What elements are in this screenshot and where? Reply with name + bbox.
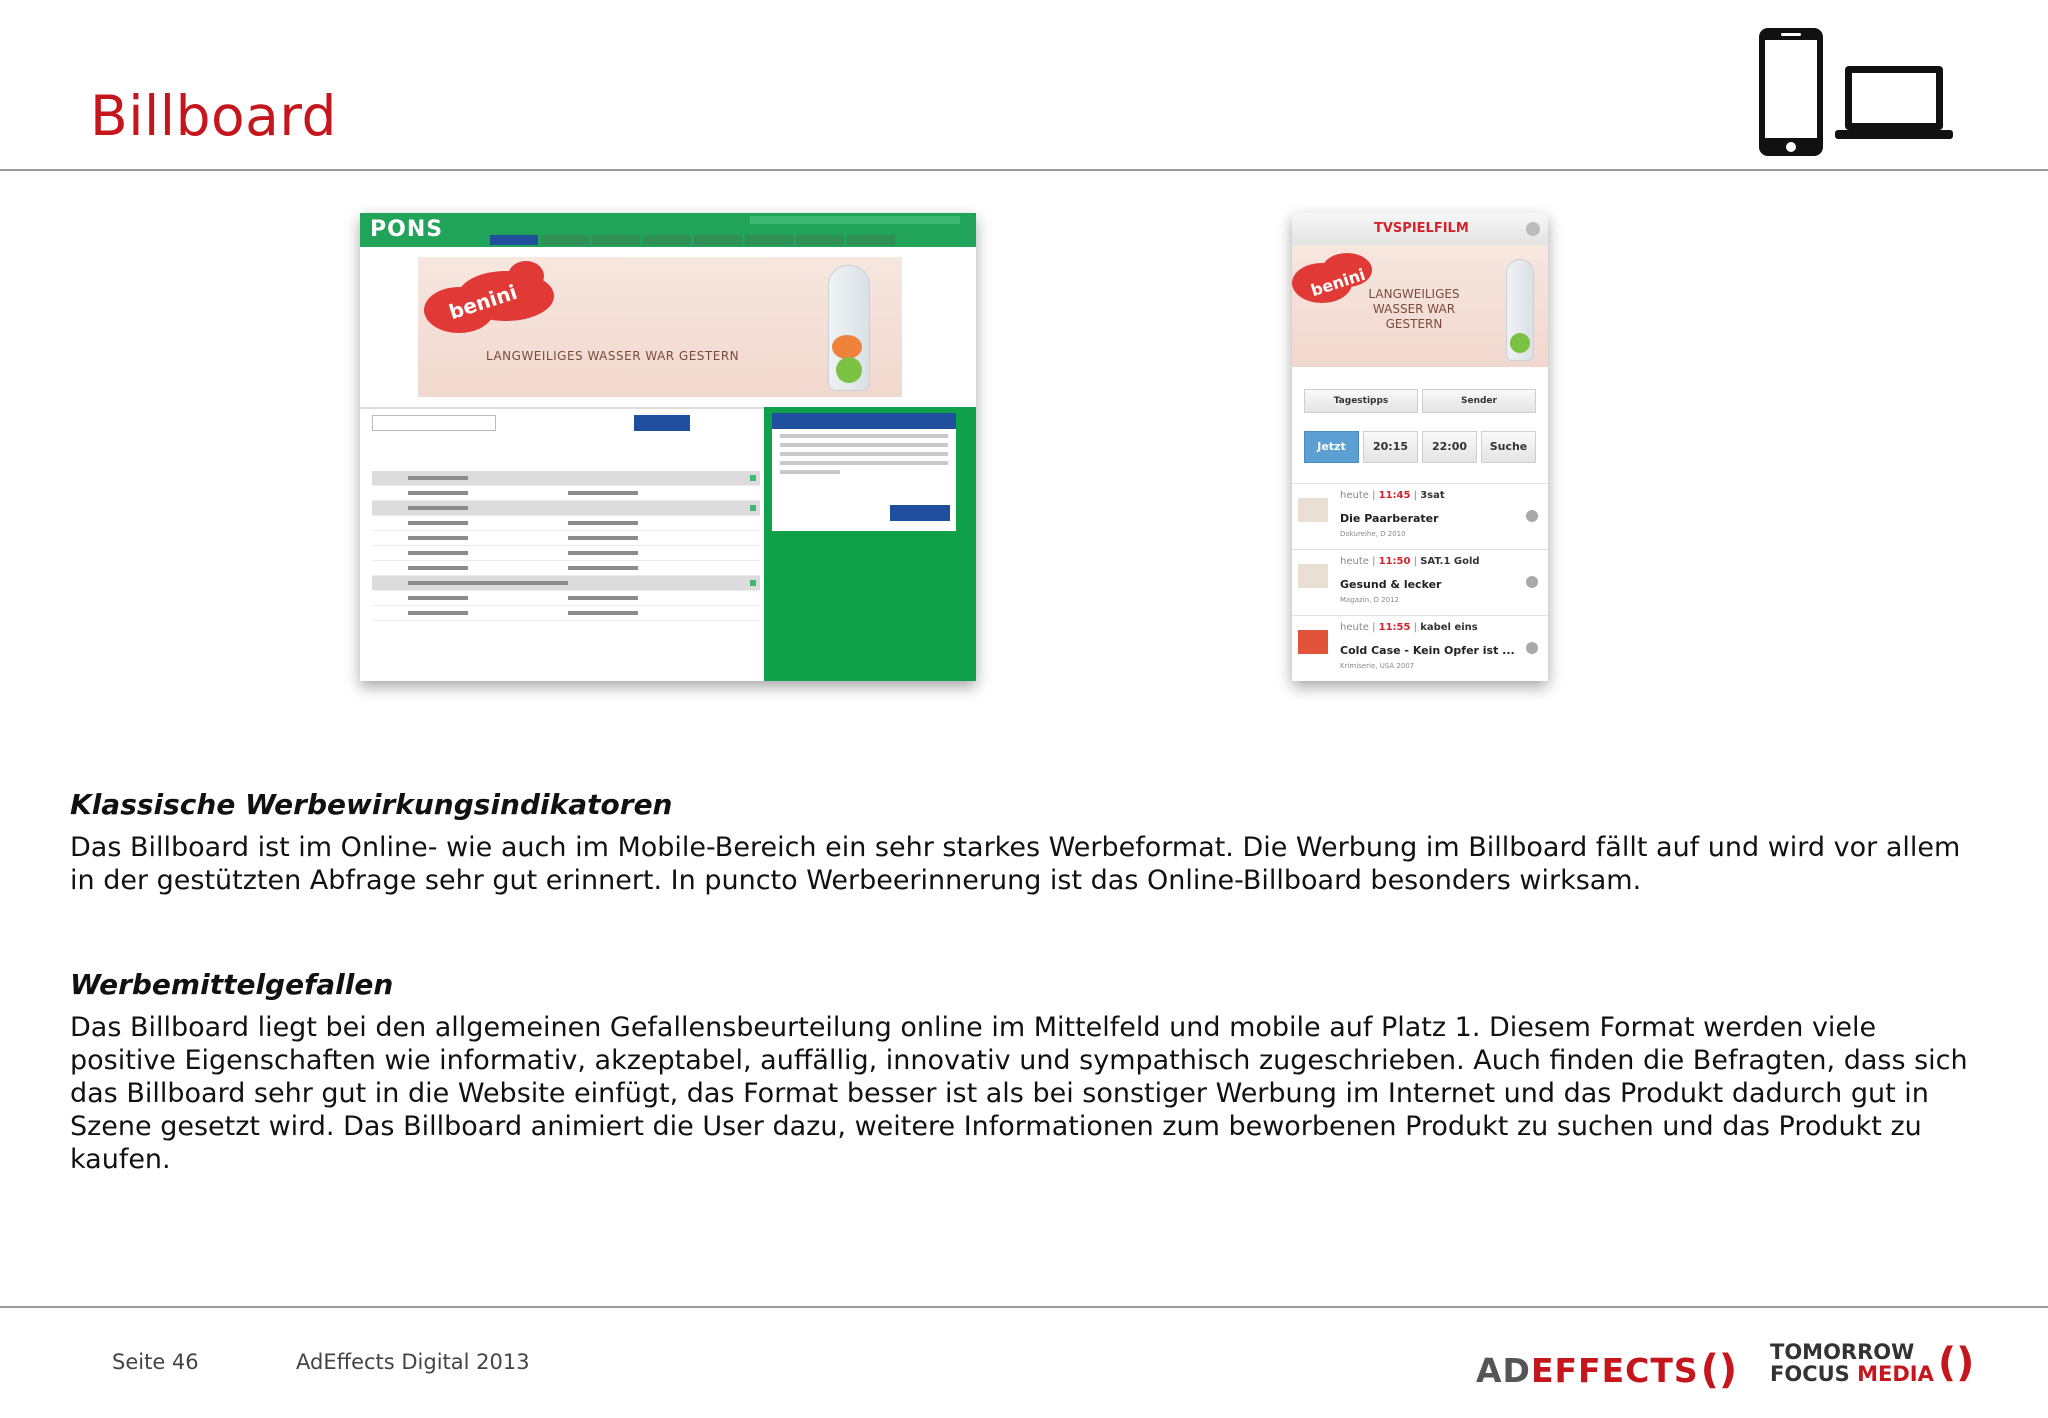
pons-results xyxy=(372,441,760,681)
page-title: Billboard xyxy=(90,84,337,148)
mobile-billboard-screenshot xyxy=(1292,213,1548,681)
tomorrow-focus-media-logo: TOMORROW FOCUS MEDIA () xyxy=(1770,1340,1975,1386)
pons-nav xyxy=(490,235,895,245)
chevron-right-icon xyxy=(1526,510,1538,522)
mobile-tabs-time xyxy=(1304,431,1536,463)
tab-sender: Sender xyxy=(1422,389,1536,413)
mobile-billboard-ad xyxy=(1292,245,1548,367)
footer-title: AdEffects Digital 2013 xyxy=(296,1350,530,1374)
desktop-ad-claim: LANGWEILIGES WASSER WAR GESTERN xyxy=(486,349,740,363)
tab-2015: 20:15 xyxy=(1363,431,1418,463)
mobile-ad-claim: LANGWEILIGES WASSER WAR GESTERN xyxy=(1368,287,1460,331)
section-heading: Klassische Werbewirkungsindikatoren xyxy=(70,788,673,821)
laptop-icon xyxy=(1835,66,1953,139)
lime-image xyxy=(836,357,862,383)
pons-searchbar xyxy=(372,415,760,431)
tvspielfilm-header xyxy=(1292,213,1548,246)
tab-jetzt: Jetzt xyxy=(1304,431,1359,463)
orange-image xyxy=(832,335,862,359)
tvspielfilm-logo: TVSPIELFILM xyxy=(1374,221,1469,236)
close-icon xyxy=(1526,222,1540,236)
desktop-banner-area xyxy=(360,247,976,409)
chevron-right-icon xyxy=(1526,642,1538,654)
chevron-right-icon xyxy=(1526,576,1538,588)
footer-divider xyxy=(0,1306,2048,1308)
pons-logo: PONS xyxy=(370,217,444,242)
pons-dictionary-area xyxy=(360,407,976,681)
mobile-ad-brand: benini xyxy=(1308,264,1368,301)
tab-tagestipps: Tagestipps xyxy=(1304,389,1418,413)
section-werbemittelgefallen xyxy=(70,968,1990,1176)
page-number: Seite 46 xyxy=(112,1350,199,1374)
device-icons xyxy=(1755,24,1955,164)
lime-image xyxy=(1510,333,1530,353)
program-item: heute | 11:45 | 3sat Die Paarberater Dokureihe, D 2010 xyxy=(1292,483,1548,548)
smartphone-icon xyxy=(1759,28,1823,156)
program-item: heute | 11:55 | kabel eins Cold Case - Kein Opfer ist ... Krimiserie, USA 2007 xyxy=(1292,615,1548,680)
desktop-billboard-ad xyxy=(418,257,902,397)
section-werbewirkung xyxy=(70,788,1990,897)
pons-topbar xyxy=(750,216,960,224)
mobile-tabs-top xyxy=(1304,389,1536,413)
header-divider xyxy=(0,169,2048,171)
program-item: heute | 11:50 | SAT.1 Gold Gesund & lecker Magazin, D 2012 xyxy=(1292,549,1548,614)
section-heading: Werbemittelgefallen xyxy=(70,968,394,1001)
pons-side-panel xyxy=(764,407,976,681)
tab-2200: 22:00 xyxy=(1422,431,1477,463)
tab-suche: Suche xyxy=(1481,431,1536,463)
pons-header xyxy=(360,213,976,247)
section-text: Das Billboard ist im Online- wie auch im Mobile-Bereich ein sehr starkes Werbeformat. Die Werbung im Billboard fällt auf und wird vor allem in der gestützten Abfrage sehr gut erinnert. In puncto Werbeerinnerung ist das Online-Billboard besonders wirksam. xyxy=(70,832,1961,896)
adeffects-logo: AD EFFECTS () xyxy=(1476,1347,1738,1393)
desktop-ad-brand: benini xyxy=(446,279,521,325)
section-text: Das Billboard liegt bei den allgemeinen Gefallensbeurteilung online im Mittelfeld und mobile auf Platz 1. Diesem Format werden viele positive Eigenschaften wie informativ, akzeptabel, auffällig, innovativ und sympathisch zugeschrieben. Auch finden die Befragten, dass sich das Billboard sehr gut in die Website einfügt, das Format besser ist als bei sonstiger Werbung im Internet und das Produkt dadurch gut in Szene gesetzt wird. Das Billboard animiert die User dazu, weitere Informationen zum beworbenen Produkt zu suchen und das Produkt zu kaufen. xyxy=(70,1012,1968,1175)
desktop-billboard-screenshot xyxy=(360,213,976,681)
